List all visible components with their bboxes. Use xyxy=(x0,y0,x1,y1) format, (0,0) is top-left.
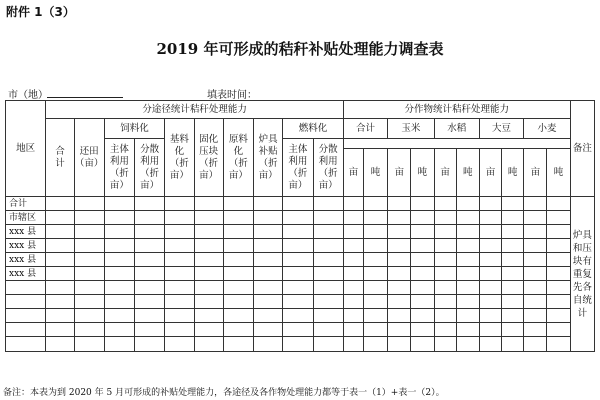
data-cell[interactable] xyxy=(434,267,456,281)
remark-cell: 炉具 和压 块有 重复 先各 自统 计 xyxy=(570,197,594,352)
data-cell[interactable] xyxy=(46,253,74,267)
data-cell[interactable] xyxy=(74,309,104,323)
data-cell[interactable] xyxy=(456,323,479,337)
data-cell[interactable] xyxy=(524,225,547,239)
data-cell[interactable] xyxy=(194,239,223,253)
unit-spacer xyxy=(343,139,570,149)
data-cell[interactable] xyxy=(223,197,253,211)
data-cell[interactable] xyxy=(165,337,194,352)
crop-header: 大豆 xyxy=(479,119,523,139)
data-cell[interactable] xyxy=(388,211,411,225)
data-cell[interactable] xyxy=(104,211,134,225)
data-cell[interactable] xyxy=(502,239,524,253)
data-cell[interactable] xyxy=(313,337,343,352)
data-cell[interactable] xyxy=(502,267,524,281)
row-region-label: 市辖区 xyxy=(6,211,46,225)
data-cell[interactable] xyxy=(165,239,194,253)
data-cell[interactable] xyxy=(165,323,194,337)
data-cell[interactable] xyxy=(254,323,283,337)
data-cell[interactable] xyxy=(283,267,313,281)
table-row xyxy=(6,323,595,337)
data-cell[interactable] xyxy=(502,225,524,239)
data-cell[interactable] xyxy=(165,267,194,281)
data-cell[interactable] xyxy=(456,337,479,352)
data-cell[interactable] xyxy=(283,309,313,323)
row-region-label xyxy=(6,295,46,309)
data-cell[interactable] xyxy=(46,309,74,323)
data-cell[interactable] xyxy=(524,309,547,323)
data-cell[interactable] xyxy=(313,323,343,337)
row-region-label xyxy=(6,323,46,337)
data-cell[interactable] xyxy=(104,323,134,337)
data-cell[interactable] xyxy=(283,337,313,352)
data-cell[interactable] xyxy=(502,323,524,337)
total-header: 合 计 xyxy=(46,119,74,197)
data-cell[interactable] xyxy=(313,295,343,309)
data-cell[interactable] xyxy=(524,211,547,225)
raw-material-header: 原料 化 （折 亩） xyxy=(223,119,253,197)
unit-mu: 亩 xyxy=(479,149,501,197)
data-cell[interactable] xyxy=(363,211,387,225)
data-cell[interactable] xyxy=(388,295,411,309)
table-row xyxy=(6,337,595,352)
data-cell[interactable] xyxy=(135,267,165,281)
fuel-header: 燃料化 xyxy=(283,119,344,139)
data-cell[interactable] xyxy=(411,197,434,211)
fill-time-label: 填表时间： xyxy=(207,90,257,101)
table-row xyxy=(6,239,595,253)
attachment-label: 附件 1（3） xyxy=(6,5,75,19)
data-cell[interactable] xyxy=(411,239,434,253)
data-cell[interactable] xyxy=(524,337,547,352)
unit-mu: 亩 xyxy=(434,149,456,197)
data-cell[interactable] xyxy=(434,337,456,352)
data-cell[interactable] xyxy=(165,211,194,225)
unit-ton: 吨 xyxy=(411,149,434,197)
data-cell[interactable] xyxy=(388,267,411,281)
data-cell[interactable] xyxy=(363,295,387,309)
fuel-scatter-header: 分散 利用 （折 亩） xyxy=(313,139,343,197)
data-cell[interactable] xyxy=(411,225,434,239)
data-cell[interactable] xyxy=(547,337,570,352)
city-input-line xyxy=(47,97,123,98)
data-cell[interactable] xyxy=(254,295,283,309)
fuel-main-header: 主体 利用 （折 亩） xyxy=(283,139,313,197)
data-cell[interactable] xyxy=(46,323,74,337)
unit-ton: 吨 xyxy=(456,149,479,197)
data-cell[interactable] xyxy=(46,267,74,281)
data-cell[interactable] xyxy=(74,239,104,253)
data-cell[interactable] xyxy=(524,267,547,281)
data-cell[interactable] xyxy=(456,281,479,295)
data-cell[interactable] xyxy=(479,309,501,323)
city-label: 市（地） xyxy=(8,90,48,101)
data-cell[interactable] xyxy=(456,197,479,211)
data-cell[interactable] xyxy=(135,337,165,352)
data-cell[interactable] xyxy=(223,323,253,337)
data-cell[interactable] xyxy=(135,211,165,225)
data-cell[interactable] xyxy=(502,337,524,352)
unit-mu: 亩 xyxy=(524,149,547,197)
data-cell[interactable] xyxy=(104,253,134,267)
data-cell[interactable] xyxy=(165,281,194,295)
data-cell[interactable] xyxy=(194,337,223,352)
unit-ton: 吨 xyxy=(547,149,570,197)
by-route-header: 分途径统计秸秆处理能力 xyxy=(46,101,343,119)
data-cell[interactable] xyxy=(479,211,501,225)
data-cell[interactable] xyxy=(313,211,343,225)
data-cell[interactable] xyxy=(254,225,283,239)
data-cell[interactable] xyxy=(74,253,104,267)
remark-header: 备注 xyxy=(570,101,594,197)
data-cell[interactable] xyxy=(547,239,570,253)
data-cell[interactable] xyxy=(411,323,434,337)
data-cell[interactable] xyxy=(223,281,253,295)
data-cell[interactable] xyxy=(283,197,313,211)
data-cell[interactable] xyxy=(194,323,223,337)
data-cell[interactable] xyxy=(388,239,411,253)
solid-block-header: 固化 压块 （折 亩） xyxy=(194,119,223,197)
data-cell[interactable] xyxy=(135,281,165,295)
data-cell[interactable] xyxy=(343,295,363,309)
data-cell[interactable] xyxy=(165,253,194,267)
unit-ton: 吨 xyxy=(363,149,387,197)
data-cell[interactable] xyxy=(46,211,74,225)
row-region-label: xxx 县 xyxy=(6,253,46,267)
data-cell[interactable] xyxy=(223,295,253,309)
data-cell[interactable] xyxy=(363,239,387,253)
data-cell[interactable] xyxy=(74,211,104,225)
data-cell[interactable] xyxy=(104,225,134,239)
crop-header: 水稻 xyxy=(434,119,479,139)
data-cell[interactable] xyxy=(524,323,547,337)
data-cell[interactable] xyxy=(254,211,283,225)
data-cell[interactable] xyxy=(411,295,434,309)
data-cell[interactable] xyxy=(547,309,570,323)
data-cell[interactable] xyxy=(313,281,343,295)
data-cell[interactable] xyxy=(343,197,363,211)
data-cell[interactable] xyxy=(254,253,283,267)
data-cell[interactable] xyxy=(283,211,313,225)
data-cell[interactable] xyxy=(135,197,165,211)
data-cell[interactable] xyxy=(74,281,104,295)
by-crop-header: 分作物统计秸秆处理能力 xyxy=(343,101,570,119)
data-cell[interactable] xyxy=(363,309,387,323)
data-cell[interactable] xyxy=(547,197,570,211)
data-cell[interactable] xyxy=(223,309,253,323)
data-cell[interactable] xyxy=(74,337,104,352)
table-row xyxy=(6,267,595,281)
data-cell[interactable] xyxy=(411,211,434,225)
data-cell[interactable] xyxy=(479,281,501,295)
data-cell[interactable] xyxy=(456,211,479,225)
data-cell[interactable] xyxy=(46,281,74,295)
data-cell[interactable] xyxy=(283,281,313,295)
data-cell[interactable] xyxy=(502,253,524,267)
data-cell[interactable] xyxy=(104,337,134,352)
data-cell[interactable] xyxy=(479,267,501,281)
data-cell[interactable] xyxy=(434,197,456,211)
data-cell[interactable] xyxy=(194,295,223,309)
data-cell[interactable] xyxy=(363,253,387,267)
data-cell[interactable] xyxy=(502,295,524,309)
data-cell[interactable] xyxy=(343,323,363,337)
data-cell[interactable] xyxy=(343,267,363,281)
data-cell[interactable] xyxy=(363,267,387,281)
unit-mu: 亩 xyxy=(343,149,363,197)
data-cell[interactable] xyxy=(165,309,194,323)
data-cell[interactable] xyxy=(547,267,570,281)
unit-ton: 吨 xyxy=(502,149,524,197)
data-cell[interactable] xyxy=(254,281,283,295)
data-cell[interactable] xyxy=(434,281,456,295)
row-region-label xyxy=(6,281,46,295)
data-cell[interactable] xyxy=(223,253,253,267)
feed-main-header: 主体 利用 （折 亩） xyxy=(104,139,134,197)
data-cell[interactable] xyxy=(434,239,456,253)
data-cell[interactable] xyxy=(223,337,253,352)
data-cell[interactable] xyxy=(194,197,223,211)
data-cell[interactable] xyxy=(104,197,134,211)
table-row xyxy=(6,211,595,225)
data-cell[interactable] xyxy=(74,225,104,239)
data-cell[interactable] xyxy=(547,211,570,225)
data-cell[interactable] xyxy=(135,309,165,323)
data-cell[interactable] xyxy=(104,281,134,295)
data-cell[interactable] xyxy=(547,295,570,309)
data-cell[interactable] xyxy=(524,253,547,267)
data-cell[interactable] xyxy=(104,267,134,281)
data-cell[interactable] xyxy=(411,267,434,281)
data-cell[interactable] xyxy=(479,239,501,253)
table-row xyxy=(6,295,595,309)
data-cell[interactable] xyxy=(194,211,223,225)
data-cell[interactable] xyxy=(434,295,456,309)
unit-mu: 亩 xyxy=(388,149,411,197)
data-cell[interactable] xyxy=(547,323,570,337)
data-cell[interactable] xyxy=(74,197,104,211)
data-cell[interactable] xyxy=(104,295,134,309)
data-cell[interactable] xyxy=(502,211,524,225)
data-cell[interactable] xyxy=(411,309,434,323)
data-cell[interactable] xyxy=(135,239,165,253)
data-cell[interactable] xyxy=(411,337,434,352)
data-cell[interactable] xyxy=(74,323,104,337)
data-cell[interactable] xyxy=(135,323,165,337)
data-cell[interactable] xyxy=(502,197,524,211)
data-cell[interactable] xyxy=(456,267,479,281)
data-cell[interactable] xyxy=(194,267,223,281)
data-cell[interactable] xyxy=(524,197,547,211)
feed-header: 饲料化 xyxy=(104,119,165,139)
data-cell[interactable] xyxy=(343,225,363,239)
data-cell[interactable] xyxy=(46,337,74,352)
data-cell[interactable] xyxy=(254,239,283,253)
page-title: 2019 年可形成的秸秆补贴处理能力调查表 xyxy=(156,40,444,58)
data-cell[interactable] xyxy=(223,267,253,281)
data-cell[interactable] xyxy=(343,337,363,352)
row-region-label xyxy=(6,309,46,323)
data-cell[interactable] xyxy=(388,225,411,239)
row-region-label xyxy=(6,337,46,352)
data-cell[interactable] xyxy=(479,337,501,352)
data-cell[interactable] xyxy=(135,253,165,267)
data-cell[interactable] xyxy=(479,295,501,309)
data-cell[interactable] xyxy=(254,309,283,323)
crop-header: 合计 xyxy=(343,119,387,139)
data-cell[interactable] xyxy=(313,253,343,267)
data-cell[interactable] xyxy=(524,281,547,295)
data-cell[interactable] xyxy=(135,295,165,309)
feed-scatter-header: 分散 利用 （折 亩） xyxy=(135,139,165,197)
data-cell[interactable] xyxy=(223,239,253,253)
data-cell[interactable] xyxy=(502,281,524,295)
table-row xyxy=(6,225,595,239)
survey-table xyxy=(5,100,595,352)
data-cell[interactable] xyxy=(411,253,434,267)
data-cell[interactable] xyxy=(363,337,387,352)
data-cell[interactable] xyxy=(388,253,411,267)
data-cell[interactable] xyxy=(46,239,74,253)
data-cell[interactable] xyxy=(479,323,501,337)
data-cell[interactable] xyxy=(434,309,456,323)
data-cell[interactable] xyxy=(194,281,223,295)
data-cell[interactable] xyxy=(388,281,411,295)
data-cell[interactable] xyxy=(363,281,387,295)
data-cell[interactable] xyxy=(388,309,411,323)
data-cell[interactable] xyxy=(313,239,343,253)
table-row xyxy=(6,253,595,267)
row-region-label: 合计 xyxy=(6,197,46,211)
return-field-header: 还田 （亩） xyxy=(74,119,104,197)
data-cell[interactable] xyxy=(547,225,570,239)
data-cell[interactable] xyxy=(313,309,343,323)
data-cell[interactable] xyxy=(313,197,343,211)
data-cell[interactable] xyxy=(283,323,313,337)
crop-header: 小麦 xyxy=(524,119,570,139)
table-row xyxy=(6,197,595,211)
data-cell[interactable] xyxy=(74,267,104,281)
data-cell[interactable] xyxy=(479,253,501,267)
row-region-label: xxx 县 xyxy=(6,225,46,239)
row-region-label: xxx 县 xyxy=(6,239,46,253)
data-cell[interactable] xyxy=(223,211,253,225)
crop-header: 玉米 xyxy=(388,119,434,139)
data-cell[interactable] xyxy=(411,281,434,295)
base-header: 基料 化 （折 亩） xyxy=(165,119,194,197)
data-cell[interactable] xyxy=(363,323,387,337)
table-row xyxy=(6,281,595,295)
data-cell[interactable] xyxy=(388,197,411,211)
data-cell[interactable] xyxy=(104,239,134,253)
data-cell[interactable] xyxy=(479,197,501,211)
data-cell[interactable] xyxy=(46,295,74,309)
data-cell[interactable] xyxy=(313,267,343,281)
data-cell[interactable] xyxy=(388,337,411,352)
data-cell[interactable] xyxy=(165,197,194,211)
data-cell[interactable] xyxy=(135,225,165,239)
data-cell[interactable] xyxy=(194,225,223,239)
data-cell[interactable] xyxy=(388,323,411,337)
data-cell[interactable] xyxy=(456,309,479,323)
data-cell[interactable] xyxy=(343,239,363,253)
data-cell[interactable] xyxy=(104,309,134,323)
data-cell[interactable] xyxy=(165,295,194,309)
data-cell[interactable] xyxy=(479,225,501,239)
data-cell[interactable] xyxy=(313,225,343,239)
data-cell[interactable] xyxy=(223,225,253,239)
region-header: 地区 xyxy=(6,101,46,197)
data-cell[interactable] xyxy=(283,239,313,253)
data-cell[interactable] xyxy=(283,295,313,309)
data-cell[interactable] xyxy=(547,253,570,267)
data-cell[interactable] xyxy=(547,281,570,295)
data-cell[interactable] xyxy=(363,225,387,239)
data-cell[interactable] xyxy=(343,281,363,295)
data-cell[interactable] xyxy=(283,253,313,267)
stove-subsidy-header: 炉具 补贴 （折 亩） xyxy=(254,119,283,197)
data-cell[interactable] xyxy=(434,253,456,267)
footnote: 备注：本表为到 2020 年 5 月可形成的补贴处理能力，各途径及各作物处理能力都等于表一（1）+表一（2）。 xyxy=(3,388,445,398)
data-cell[interactable] xyxy=(456,253,479,267)
data-cell[interactable] xyxy=(456,225,479,239)
data-cell[interactable] xyxy=(254,267,283,281)
data-cell[interactable] xyxy=(283,225,313,239)
data-cell[interactable] xyxy=(502,309,524,323)
data-cell[interactable] xyxy=(434,211,456,225)
data-cell[interactable] xyxy=(165,225,194,239)
data-cell[interactable] xyxy=(456,295,479,309)
data-cell[interactable] xyxy=(524,295,547,309)
data-cell[interactable] xyxy=(46,197,74,211)
data-cell[interactable] xyxy=(434,323,456,337)
data-cell[interactable] xyxy=(254,197,283,211)
data-cell[interactable] xyxy=(343,253,363,267)
row-region-label: xxx 县 xyxy=(6,267,46,281)
data-cell[interactable] xyxy=(363,197,387,211)
data-cell[interactable] xyxy=(254,337,283,352)
data-cell[interactable] xyxy=(46,225,74,239)
table-row xyxy=(6,309,595,323)
data-cell[interactable] xyxy=(343,309,363,323)
data-cell[interactable] xyxy=(343,211,363,225)
data-cell[interactable] xyxy=(456,239,479,253)
data-cell[interactable] xyxy=(524,239,547,253)
data-cell[interactable] xyxy=(434,225,456,239)
data-cell[interactable] xyxy=(194,253,223,267)
data-cell[interactable] xyxy=(194,309,223,323)
data-cell[interactable] xyxy=(74,295,104,309)
